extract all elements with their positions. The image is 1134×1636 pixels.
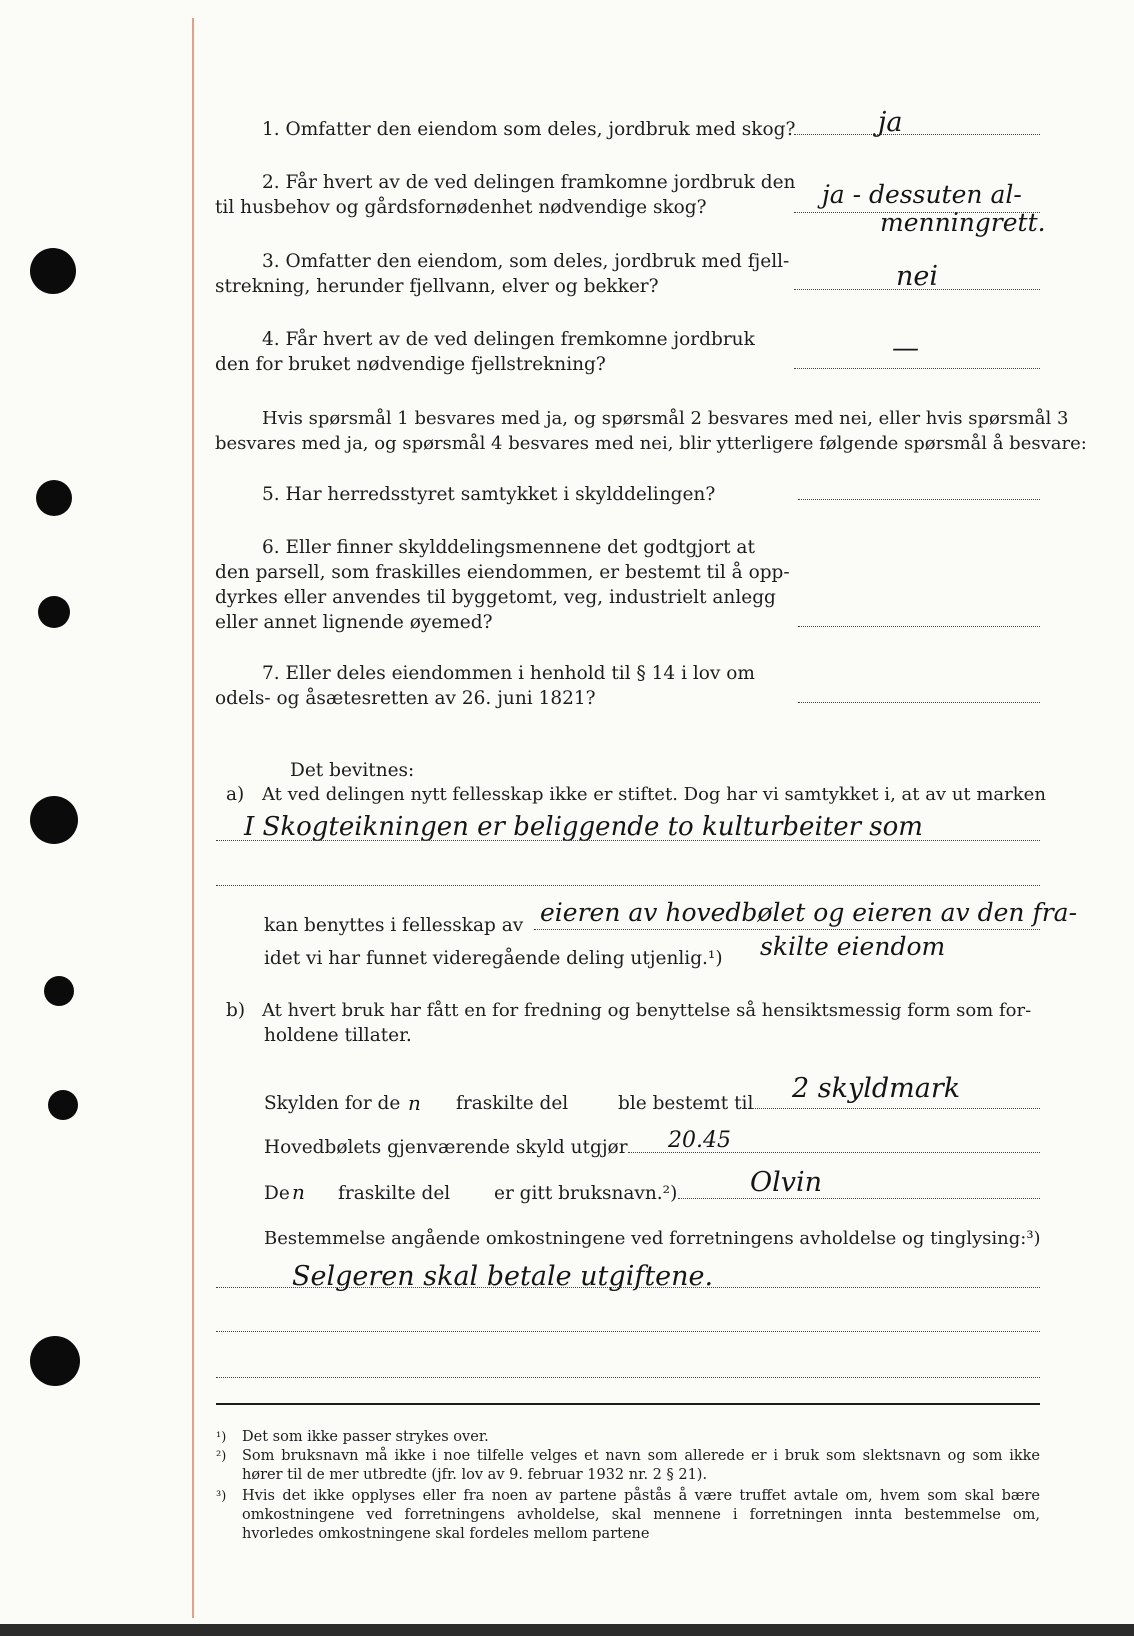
skyld-label1: Skylden for de (264, 1093, 401, 1114)
skyld-label2: fraskilte del (456, 1093, 569, 1114)
fill-line (216, 840, 1040, 841)
answer-4: — (892, 333, 919, 364)
answer-line (794, 134, 1040, 135)
skyld-value: 2 skyldmark (792, 1073, 961, 1104)
question-7-line1: 7. Eller deles eiendommen i henhold til § 14 i lov om (262, 663, 755, 684)
attest-heading: Det bevitnes: (290, 760, 415, 781)
punch-hole (48, 1090, 78, 1120)
question-2-line1: 2. Får hvert av de ved delingen framkomne jordbruk den (262, 172, 796, 193)
condition-line2: besvares med ja, og spørsmål 4 besvares med nei, blir ytterligere følgende spørsmål å besvare: (215, 433, 1087, 454)
punch-hole (30, 1336, 80, 1386)
footnote-mark-2: ²) (216, 1449, 227, 1464)
punch-hole (30, 796, 78, 844)
question-3-line1: 3. Omfatter den eiendom, som deles, jordbruk med fjell- (262, 251, 790, 272)
footnote-mark-3: ³) (216, 1489, 227, 1504)
fill-line (752, 1108, 1040, 1109)
question-6-line3: dyrkes eller anvendes til byggetomt, veg, industrielt anlegg (215, 587, 776, 608)
question-6-line1: 6. Eller finner skylddelingsmennene det godtgjort at (262, 537, 755, 558)
question-4-line1: 4. Får hvert av de ved delingen fremkomne jordbruk (262, 329, 755, 350)
question-5-text: 5. Har herredsstyret samtykket i skylddelingen? (262, 484, 716, 505)
bestemmelse-value: Selgeren skal betale utgiftene. (292, 1261, 714, 1292)
fill-line (216, 1287, 1040, 1288)
footnote-mark-1: ¹) (216, 1430, 227, 1445)
fill-line (216, 1377, 1040, 1378)
attest-b-line1: At hvert bruk har fått en for fredning og benyttelse så hensiktsmessig form som for- (262, 1000, 1032, 1021)
scan-border (0, 1624, 1134, 1636)
den-label2: fraskilte del (338, 1183, 451, 1204)
den-value: Olvin (750, 1167, 823, 1198)
question-2-line2: til husbehov og gårdsfornødenhet nødvendige skog? (215, 197, 707, 218)
punch-hole (38, 596, 70, 628)
hoved-value: 20.45 (668, 1128, 731, 1153)
attest-b-label: b) (226, 1000, 246, 1021)
skyld-label3: ble bestemt til (618, 1093, 754, 1114)
footnote-3: Hvis det ikke opplyses eller fra noen av partene påstås å være truffet avtale om, hvem som skal bære omkostningene ved forretningens avholdelse, skal mennene i forretningen innta bestemmelse om, hvorledes omkostningene skal fordeles mellom partene (242, 1488, 1040, 1542)
answer-1: ja (878, 107, 903, 138)
punch-hole (44, 976, 74, 1006)
attest-a-line3: idet vi har funnet videregående deling utjenlig.¹) (264, 948, 723, 969)
footnote-1: Det som ikke passer strykes over. (242, 1429, 489, 1445)
condition-line1: Hvis spørsmål 1 besvares med ja, og spørsmål 2 besvares med nei, eller hvis spørsmål 3 (262, 408, 1069, 429)
fill-line (534, 929, 1040, 930)
answer-line (798, 702, 1040, 703)
punch-hole (36, 480, 72, 516)
fill-line (678, 1198, 1040, 1199)
question-7-line2: odels- og åsætesretten av 26. juni 1821? (215, 688, 596, 709)
bestemmelse-label: Bestemmelse angående omkostningene ved forretningens avholdelse og tinglysing:³) (264, 1228, 1041, 1249)
attest-a-line1: At ved delingen nytt fellesskap ikke er stiftet. Dog har vi samtykket i, at av ut marken (262, 784, 1046, 805)
question-6-line4: eller annet lignende øyemed? (215, 612, 493, 633)
attest-a-handwritten3: skilte eiendom (760, 932, 946, 961)
question-4-line2: den for bruket nødvendige fjellstrekning? (215, 354, 606, 375)
footnote-rule (216, 1403, 1040, 1405)
attest-a-handwritten: I Skogteikningen er beliggende to kulturbeiter som (244, 812, 923, 842)
answer-line (798, 626, 1040, 627)
hoved-label: Hovedbølets gjenværende skyld utgjør (264, 1137, 628, 1158)
answer-2-line2: menningrett. (880, 208, 1046, 237)
fill-line (216, 1331, 1040, 1332)
answer-line (794, 368, 1040, 369)
answer-line (798, 499, 1040, 500)
fill-line (216, 885, 1040, 886)
margin-line (192, 18, 194, 1618)
skyld-suffix: n (408, 1091, 421, 1115)
punch-hole (30, 248, 76, 294)
attest-b-line2: holdene tillater. (264, 1025, 412, 1046)
attest-a-line2: kan benyttes i fellesskap av (264, 915, 524, 936)
question-1-text: 1. Omfatter den eiendom som deles, jordbruk med skog? (262, 119, 796, 140)
answer-2-line1: ja - dessuten al- (822, 180, 1022, 209)
den-label1: De (264, 1183, 290, 1204)
attest-a-label: a) (226, 784, 245, 805)
attest-a-handwritten2: eieren av hovedbølet og eieren av den fra- (540, 898, 1078, 927)
question-6-line2: den parsell, som fraskilles eiendommen, er bestemt til å opp- (215, 562, 790, 583)
footnote-2: Som bruksnavn må ikke i noe tilfelle velges et navn som allerede er i bruk som slektsnavn og som ikke hører til de mer utbredte (jfr. lov av 9. februar 1932 nr. 2 § 21). (242, 1448, 1040, 1483)
answer-3: nei (896, 261, 939, 292)
den-label3: er gitt bruksnavn.²) (494, 1183, 678, 1204)
question-3-line2: strekning, herunder fjellvann, elver og bekker? (215, 276, 659, 297)
den-suffix: n (292, 1180, 305, 1204)
